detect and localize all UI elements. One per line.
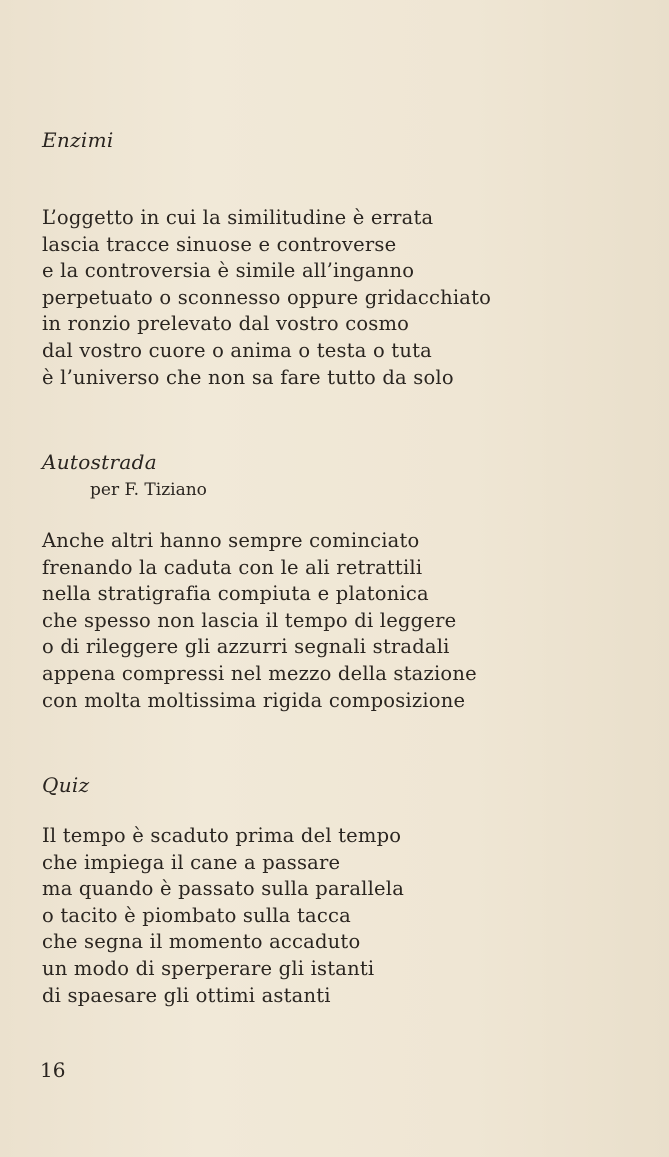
poem-dedication: per F. Tiziano: [90, 480, 207, 500]
poem-line: con molta moltissima rigida composizione: [42, 688, 466, 712]
poem-line: che impiega il cane a passare: [42, 850, 341, 874]
poem-line: frenando la caduta con le ali retrattili: [42, 555, 423, 579]
poem-line: che spesso non lascia il tempo di leggere: [42, 608, 457, 632]
poem-line: perpetuato o sconnesso oppure gridacchiato: [42, 285, 492, 309]
poem-line: Il tempo è scaduto prima del tempo: [42, 824, 402, 847]
poem-line: che segna il momento accaduto: [42, 930, 361, 954]
poem-line: di spaesare gli ottimi astanti: [42, 983, 331, 1007]
poem-line: in ronzio prelevato dal vostro cosmo: [42, 312, 410, 336]
poem-line: un modo di sperperare gli istanti: [42, 956, 375, 980]
poem-line: lascia tracce sinuose e controverse: [42, 232, 397, 256]
poem-line: dal vostro cuore o anima o testa o tuta: [42, 338, 432, 362]
poem-title-autostrada: Autostrada: [42, 450, 157, 474]
poem-line: ma quando è passato sulla parallela: [42, 877, 405, 901]
poem-line: appena compressi nel mezzo della stazione: [42, 661, 477, 685]
poem-body-quiz: [42, 823, 404, 1009]
poem-body-autostrada: [42, 528, 477, 714]
poem-body-enzimi: [42, 205, 491, 391]
page-number: 16: [40, 1058, 66, 1082]
poem-line: e la controversia è simile all’inganno: [42, 259, 415, 283]
poem-line: o di rileggere gli azzurri segnali stradali: [42, 635, 450, 659]
poem-line: Anche altri hanno sempre cominciato: [42, 529, 420, 552]
poem-line: nella stratigrafia compiuta e platonica: [42, 582, 429, 606]
poem-line: o tacito è piombato sulla tacca: [42, 903, 351, 927]
poem-title-quiz: Quiz: [42, 773, 90, 797]
poem-line: è l’universo che non sa fare tutto da solo: [42, 365, 454, 389]
poem-title-enzimi: Enzimi: [42, 128, 114, 152]
poem-line: L’oggetto in cui la similitudine è errata: [42, 206, 434, 229]
